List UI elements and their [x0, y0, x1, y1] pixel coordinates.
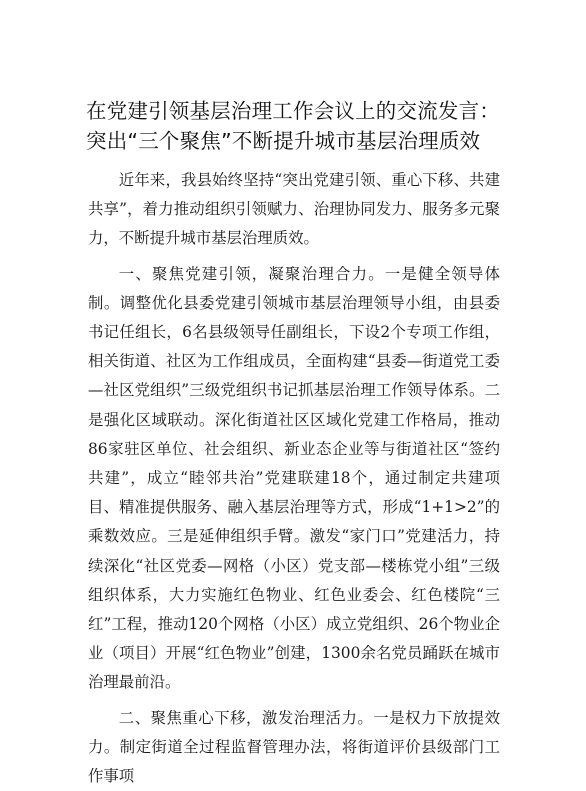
intro-text: 近年来，我县始终坚持“突出党建引领、重心下移、共建共享”，着力推动组织引领赋力、治理协同发力、服务多元聚力，不断提升城市基层治理质效。 [88, 171, 500, 248]
intro-paragraph [88, 166, 500, 254]
title-line-2: 突出“三个聚焦”不断提升城市基层治理质效 [86, 129, 481, 153]
section-two-heading: 二、聚焦重心下移，激发治理活力。 [118, 708, 374, 727]
document-title [86, 96, 516, 156]
section-two-paragraph [88, 704, 500, 791]
title-line-1: 在党建引领基层治理工作会议上的交流发言： [86, 99, 500, 123]
section-one-heading: 一、聚焦党建引领，凝聚治理合力。 [118, 264, 385, 283]
section-two-text: 一是权力下放提效力。制定街道全过程监督管理办法，将街道评价县级部门工作事项 [88, 708, 500, 786]
section-one-paragraph [88, 260, 500, 698]
document-body [88, 166, 500, 791]
section-one-text: 一是健全领导体制。调整优化县委党建引领城市基层治理领导小组，由县委书记任组长，6名县级领导任副组长，下设2个专项工作组，相关街道、社区为工作组成员，全面构建“县委—街道党工委—社区党组织”三级党组织书记抓基层治理工作领导体系。二是强化区域联动。深化街道社区区域化党建工作格局，推动86家驻区单位、社会组织、新业态企业等与街道社区“签约共建”，成立“睦邻共治”党建联建18个，通过制定共建项目、精准提供服务、融入基层治理等方式，形成“1+1>2”的乘数效应。三是延伸组织手臂。激发“家门口”党建活力，持续深化“社区党委—网格（小区）党支部—楼栋党小组”三级组织体系，大力实施红色物业、红色业委会、红色楼院“三红”工程，推动120个网格（小区）成立党组织、26个物业企业（项目）开展“红色物业”创建，1300余名党员踊跃在城市治理最前沿。 [88, 264, 500, 692]
